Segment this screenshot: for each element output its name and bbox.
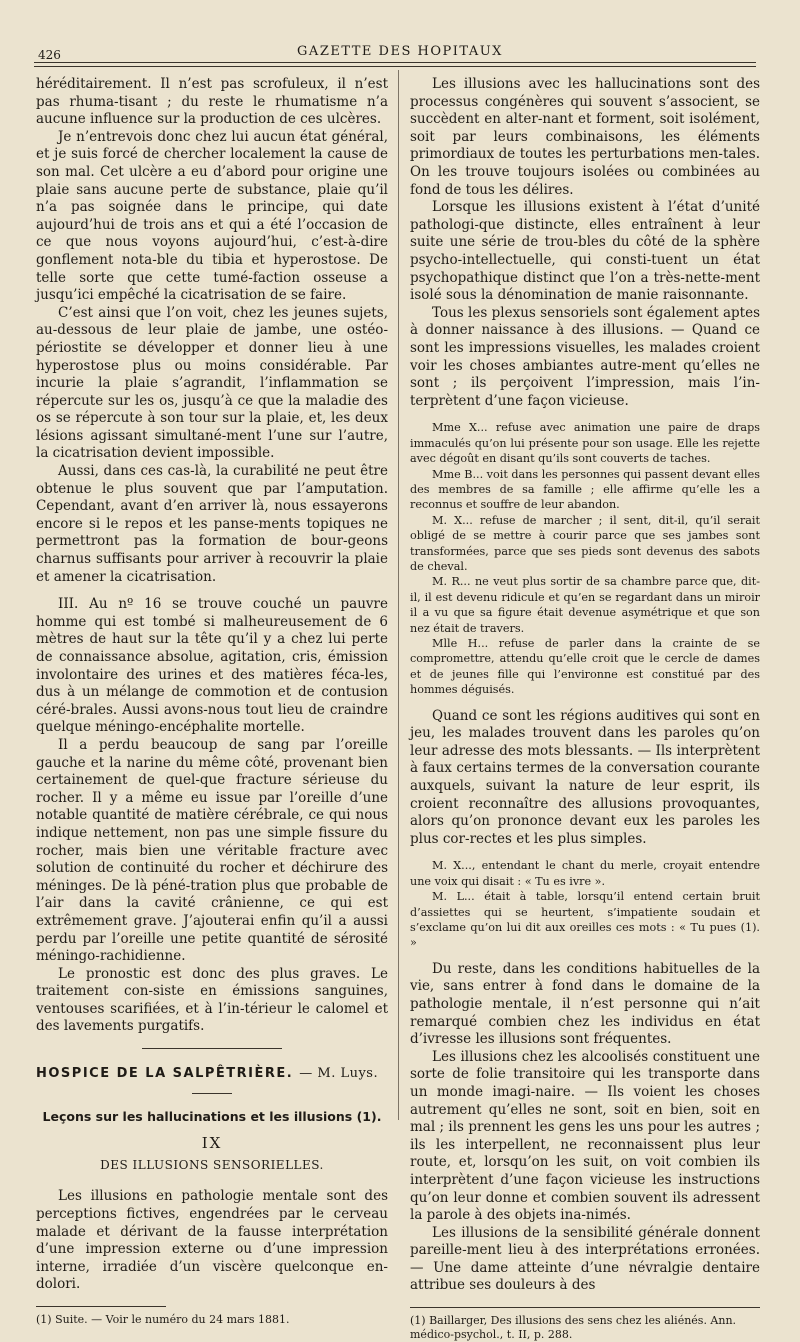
footnote: (1) Suite. — Voir le numéro du 24 mars 1881. [36,1313,290,1326]
lecture-title: Leçons sur les hallucinations et les illusions (1). [42,1108,382,1124]
page-number: 426 [38,48,61,62]
section-separator [142,1048,282,1049]
hospice-name: HOSPICE DE LA SALPÊTRIÈRE. [36,1066,294,1082]
case-note: M. X..., entendant le chant du merle, croyait entendre une voix qui disait : « Tu es ivre ». [410,859,760,888]
right-column [410,76,760,1342]
case-note: Mlle H... refuse de parler dans la crainte de se compromettre, attendu qu’elle croit que le cercle de dames et de jeunes fille qui l’environne est constitué par des hommes déguisés. [410,636,760,697]
paragraph: Les illusions en pathologie mentale sont des perceptions fictives, engendrées par le cerveau malade et dérivant de la fausse interprétation d’une impression externe ou d’une impression interne, irradiée d’un viscère quelconque en-dolori. [36,1188,388,1293]
paragraph: Les illusions de la sensibilité générale donnent pareille-ment lieu à des interprétations erronées. — Une dame atteinte d’une névralgie dentaire attribue ses douleurs à des [410,1224,760,1294]
paragraph: III. Au nº 16 se trouve couché un pauvre homme qui est tombé si malheureusement de 6 mètres de haut sur la tête qu’il y a chez lui perte de connaissance absolue, agitation, cris, émission involontaire des urines et des matières féca-les, dus à un mélange de commotion et de contusion céré-brales. Aussi avons-nous tout lieu de craindre quelque méningo-encéphalite mortelle. [36,596,388,736]
short-rule [192,1093,232,1094]
case-note: M. L... était à table, lorsqu’il entend certain bruit d’assiettes qui se heurtent, s’impatiente soudain et s’exclame qu’on lui dit aux oreilles ces mots : « Tu pues (1). » [410,890,760,950]
footnote: (1) Baillarger, Des illusions des sens chez les aliénés. Ann. médico-psychol., t. II, p. 288. [410,1314,737,1342]
left-column [36,76,388,1327]
header-rule [34,62,756,63]
footnote-rule [36,1306,166,1307]
case-note: M. R... ne veut plus sortir de sa chambre parce que, dit-il, il est devenu ridicule et qu’en se regardant dans un miroir il a vu que sa figure était devenue asymétrique et que son nez était de travers. [410,575,760,635]
hospice-heading [36,1065,388,1083]
case-note: M. X... refuse de marcher ; il sent, dit-il, qu’il serait obligé de se mettre à courir parce que ses jambes sont transformées, parce que ses pieds sont devenus des sabots de cheval. [410,513,760,573]
case-note: Mme B... voit dans les personnes qui passent devant elles des membres de sa famille ; elle affirme qu’elle les a reconnus et souffre de leur abandon. [410,467,760,512]
paragraph: Lorsque les illusions existent à l’état d’unité pathologi-que distincte, elles entraînent à leur suite une série de trou-bles du côté de la sphère psycho-intellectuelle, qui consti-tuent un état psychopathique distinct que l’on a très-nette-ment isolé sous la dénomination de manie raisonnante. [410,199,760,304]
lecture-number: IX [201,1134,223,1153]
paragraph: Quand ce sont les régions auditives qui sont en jeu, les malades trouvent dans les paroles qu’on leur adresse des mots blessants. — Ils interprètent à faux certains termes de la conversation courante auxquels, suivant la nature de leur esprit, ils croient reconnaître des allusions provoquantes, alors qu’on prononce devant eux les paroles les plus cor-rectes et les plus simples. [410,707,760,847]
running-head: GAZETTE DES HOPITAUX [297,44,503,59]
paragraph: Les illusions avec les hallucinations sont des processus congénères qui souvent s’associent, se succèdent en alter-nant et forment, soit isolément, soit par leurs combinaisons, les éléments primordiaux de toutes les perturbations men-tales. On les trouve toujours isolées ou combinées au fond de tous les délires. [410,76,760,198]
case-note: Mme X... refuse avec animation une paire de draps immaculés qu’on lui présente pour son usage. Elle les rejette avec dégoût en disant qu’ils sont couverts de taches. [410,421,760,466]
paragraph: Du reste, dans les conditions habituelles de la vie, sans entrer à fond dans le domaine de la pathologie mentale, il n’est personne qui n’ait remarqué combien chez les individus en état d’ivresse les illusions sont fréquentes. [410,960,760,1048]
column-divider [398,70,399,1120]
paragraph: Je n’entrevois donc chez lui aucun état général, et je suis forcé de chercher localement la cause de son mal. Cet ulcère a eu d’abord pour origine une plaie sans aucune perte de substance, plaie qu’il n’a pas soignée dans le principe, qui date aujourd’hui de trois ans et qui a été l’occasion de ce que nous voyons aujourd’hui, c’est-à-dire gonflement nota-ble du tibia et hyperostose. De telle sorte que cette tumé-faction osseuse a jusqu’ici empêché la cicatrisation de se faire. [36,128,388,304]
paragraph: Les illusions chez les alcoolisés constituent une sorte de folie transitoire qui les transporte dans un monde imagi-naire. — Ils voient les choses autrement qu’elles ne sont, soit en bien, soit en mal ; ils prennent les gens les uns pour les autres ; ils les interpellent, ne reconnaissent plus leur route, et, lorsqu’on les suit, on voit combien ils interprètent d’une façon vicieuse les instructions qu’on leur donne et combien souvent ils adressent la parole à des objets ina-nimés. [410,1048,760,1224]
paragraph: Aussi, dans ces cas-là, la curabilité ne peut être obtenue le plus souvent que par l’amputation. Cependant, avant d’en arriver là, nous essayerons encore si le repos et les panse-ments topiques ne permettront pas la formation de bour-geons charnus suffisants pour arriver à recouvrir la plaie et amener la cicatrisation. [36,463,388,585]
footnote-rule [410,1307,760,1308]
paragraph: C’est ainsi que l’on voit, chez les jeunes sujets, au-dessous de leur plaie de jambe, une ostéo-périostite se développer et donner lieu à une hyperostose plus ou moins considérable. Par incurie la plaie s’agrandit, l’inflammation se répercute sur les os, jusqu’à ce que la maladie des os se répercute à son tour sur la plaie, et, les deux lésions agissant simultané-ment l’une sur l’autre, la cicatrisation devient impossible. [36,304,388,462]
header-rule-2 [34,66,756,67]
paragraph: héréditairement. Il n’est pas scrofuleux, il n’est pas rhuma-tisant ; du reste le rhumatisme n’a aucune influence sur la production de ces ulcères. [36,76,388,128]
lecture-subtitle: DES ILLUSIONS SENSORIELLES. [100,1157,324,1172]
paragraph: Tous les plexus sensoriels sont également aptes à donner naissance à des illusions. — Quand ce sont les impressions visuelles, les malades croient voir les choses ambiantes autre-ment qu’elles ne sont ; ils perçoivent l’impression, mais l’in-terprètent d’une façon vicieuse. [410,304,760,409]
paragraph: Le pronostic est donc des plus graves. Le traitement con-siste en émissions sanguines, ventouses scarifiées, et à l’in-térieur le calomel et des lavements purgatifs. [36,965,388,1035]
paragraph: Il a perdu beaucoup de sang par l’oreille gauche et la narine du même côté, provenant bien certainement de quel-que fracture sérieuse du rocher. Il y a même eu issue par l’oreille d’une notable quantité de matière cérébrale, ce qui nous indique nettement, non pas une simple fissure du rocher, mais bien une véritable fracture avec solution de continuité du rocher et déchirure des méninges. De là péné-tration plus que probable de l’air dans la cavité crânienne, ce qui est extrêmement grave. J’ajouterai enfin qu’il a aussi perdu par l’oreille une petite quantité de sérosité méningo-rachidienne. [36,736,388,965]
hospice-author: — M. Luys. [299,1066,379,1082]
